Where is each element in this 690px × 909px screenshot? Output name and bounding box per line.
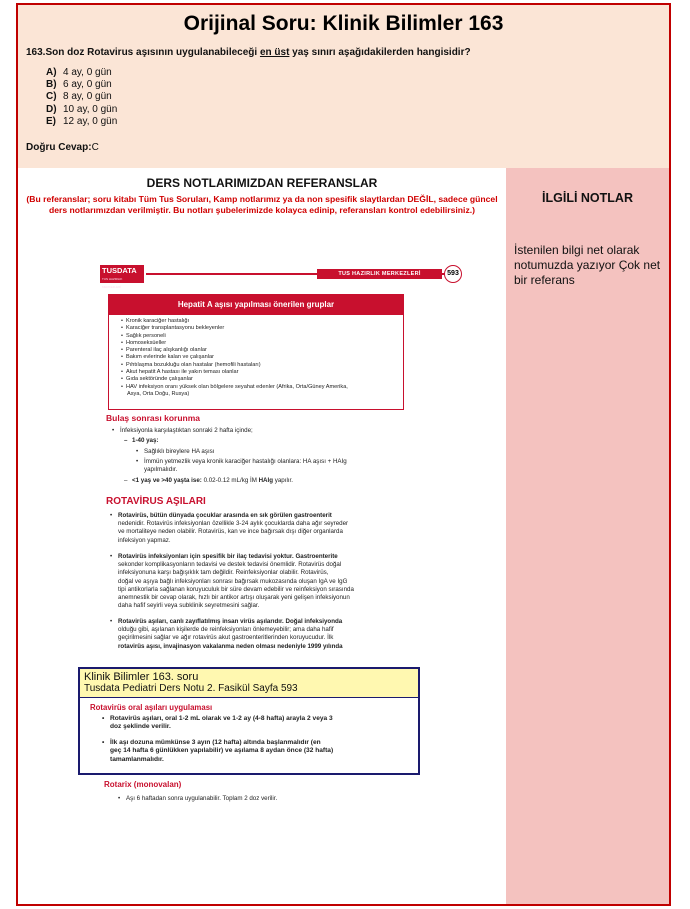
oral-vaccine-item-2 [102,739,410,764]
list-item: • Homoseksüeller [121,340,403,347]
list-item: • Kronik karaciğer hastalığı [121,318,403,325]
bulas-age-other [132,477,293,485]
list-item-continued: Asya, Orta Doğu, Rusya) [127,390,190,397]
bulas-intro: • İnfeksiyonla karşılaştıktan sonraki 2 hafta içinde; [120,427,253,435]
text-line: anemnestik bir cevap olarak, hızlı bir antikor artışı oluşarak yeni gelişen infeksiyonun [118,594,350,602]
bullet: • [118,795,121,802]
question-text-part: 163.Son doz Rotavirus aşısının uygulanabileceği [26,47,260,58]
option-text: 4 ay, 0 gün [63,67,112,78]
correct-answer-label: Doğru Cevap: [26,142,92,153]
list-item: • HAV infeksiyon oranı yüksek olan bölgelere seyahat edenler (Afrika, Orta/Güney Amerika, [121,384,403,391]
text-line: infeksiyon yapmaz. [118,536,171,544]
logo-subtext: TUS HAZIRLIK MERKEZLERİ [102,277,123,289]
text-line: nedenidir. Rotavirüs infeksiyonları özellikle 3-24 aylık çocuklarda daha ağır seyreder [118,520,349,528]
rotavirus-paragraph-3 [118,618,418,651]
source-callout-box [78,667,420,775]
oral-vaccine-item-1 [102,715,410,732]
section-heading-bulas: Bulaş sonrası korunma [106,413,201,423]
list-item: • Parenteral ilaç alışkanlığı olanlar [121,347,403,354]
bulas-age-other-haig: HAIg [258,477,274,484]
text-line: infeksiyonuna karşı bağışıklık tam değildir. Reinfeksiyonlar olabilir. Rotavirüs, [118,569,329,577]
source-callout-body [80,699,418,773]
hepatitis-a-list [109,315,403,398]
rotarix-item [118,795,278,803]
source-callout-header [80,669,418,698]
text-line: tamamlanmalıdır. [110,755,164,763]
option-text: 6 ay, 0 gün [63,79,112,91]
list-item: • Pıhtılaşma bozukluğu olan hastalar (hemofili hastaları) [121,362,403,369]
rotavirus-paragraph-1 [118,512,418,545]
option-e [46,116,117,128]
text-line: geçirilmesini sağlar ve ağır rotavirüs akut gastroenteritlerinden koruyucudur. İlk [118,634,334,642]
page-number: 593 [444,265,462,283]
text-line: olduğu gibi, aşılanan kişilerde de reinfeksiyonları önlemeyebilir; ama daha hafif [118,626,334,634]
oral-vaccine-heading: Rotavirüs oral aşıları uygulaması [90,703,213,712]
option-text: 10 ay, 0 gün [63,103,118,115]
question-panel [18,5,669,168]
option-text: 12 ay, 0 gün [63,115,118,127]
bulas-age-other-dose: 0.02-0.12 mL/kg İM [201,477,259,484]
text-line: sekonder komplikasyonların tedavisi ve destek tedavisi önemlidir. Rotavirüs doğal [118,561,342,569]
bullet: • [102,715,105,722]
rotarix-heading: Rotarix (monovalan) [104,780,182,789]
notes-text: İstenilen bilgi net olarak notumuzda yazıyor Çok net bir referans [514,243,661,287]
option-c [46,91,117,103]
text-line: doz şeklinde verilir. [110,723,171,731]
question-title: Orijinal Soru: Klinik Bilimler 163 [183,12,504,35]
text-line: geç 14 hafta 6 günlükken yapılabilir) ve aşılama 8 aydan önce (32 hafta) [110,747,334,755]
bulas-age1-item-a: • Sağlıklı bireylere HA aşısı [144,448,215,456]
option-letter: D) [46,103,57,115]
bulas-age-other-end: yapılır. [273,477,293,484]
text-line: rotavirüs aşısı, invajinasyon vakalanma neden olması nedeniyle 1999 yılında [118,642,343,650]
list-item: • Akut hepatit A hastası ile yakın teması olanlar [121,369,403,376]
correct-answer [26,142,99,153]
answer-options [46,67,117,128]
option-d [46,104,117,116]
option-letter: C) [46,91,57,103]
option-text: 8 ay, 0 gün [63,91,112,103]
list-item: • Sağlık personeli [121,333,403,340]
source-question-label: Klinik Bilimler 163. soru [84,671,199,683]
tusdata-logo [100,265,144,289]
option-a [46,67,117,79]
question-text-part: yaş sınırı aşağıdakilerden hangisidir? [289,47,471,58]
notes-panel [506,168,669,906]
text-line: ve mortaliteye neden olabilir. Rotavirüs, kan ve ince bağırsak dışı diğer organlarda [118,528,343,536]
bulas-age-1-40: – 1-40 yaş: [132,437,159,445]
question-text-underline: en üst [259,47,290,58]
question-text [26,47,471,58]
text-line: tipi antikorlarla sağlanan koruyuculuk bir süre devam edebilir ve reinfeksiyon sırasında [118,585,354,593]
bulas-age1-item-b-cont: yapılmalıdır. [144,466,178,473]
text-line: doğal ve aşıya bağlı infeksiyonları sonrası bağırsak mukozasında oluşan IgA ve IgG [118,577,348,585]
text-line: İlk aşı dozuna mümkünse 3 ayın (12 hafta) altında başlanmalıdır (en [110,739,321,746]
correct-answer-value: C [91,142,99,153]
reference-disclaimer: (Bu referanslar; soru kitabı Tüm Tus Soruları, Kamp notlarımız ya da non spesifik slaytlardan DEĞİL, sadece güncel ders notlarımızdan verilmiştir. Bu notları şubelerimizde kolayca edinip, referansları kontrol edebilirsiniz.) [26,194,498,215]
notes-title: İLGİLİ NOTLAR [542,191,633,205]
option-letter: A) [46,67,57,78]
hepatitis-a-box-title: Hepatit A aşısı yapılması önerilen gruplar [109,295,403,315]
text-line: daha hafif seyirli veya subklinik seyretmesini sağlar. [118,602,260,610]
list-item: • Karaciğer transplantasyonu bekleyenler [121,325,403,332]
rotavirus-paragraph-2 [118,553,418,610]
text-line: Rotavirüs aşıları, oral 1-2 mL olarak ve 1-2 ay (4-8 hafta) arayla 2 veya 3 [110,715,333,722]
logo-text: TUSDATA [102,266,137,275]
source-reference-label: Tusdata Pediatri Ders Notu 2. Fasikül Sayfa 593 [84,683,298,694]
bulas-age-other-label: <1 yaş ve >40 yaşta ise: [132,477,202,484]
bulas-age1-item-b: • İmmün yetmezlik veya kronik karaciğer hastalığı olanlara: HA aşısı + HAIg [144,458,347,466]
list-item: • Gıda sektöründe çalışanlar [121,376,403,383]
option-letter: E) [46,115,56,127]
rotarix-item-text: Aşı 6 haftadan sonra uygulanabilir. Toplam 2 doz verilir. [126,795,278,802]
text-line: • Rotavirüs, bütün dünyada çocuklar arasında en sık görülen gastroenterit [118,512,332,519]
text-line: • Rotavirüs aşıları, canlı zayıflatılmış insan virüs aşılarıdır. Doğal infeksiyonda [118,618,343,625]
reference-title: DERS NOTLARIMIZDAN REFERANSLAR [146,176,378,190]
option-b [46,79,117,91]
option-letter: B) [46,79,57,91]
text-line: • Rotavirüs infeksiyonları için spesifik bir ilaç tedavisi yoktur. Gastroenterite [118,553,338,560]
hepatitis-a-box [108,294,404,410]
list-item: • Bakım evlerinde kalan ve çalışanlar [121,354,403,361]
page-header-band: TUS HAZIRLIK MERKEZLERİ [317,269,442,279]
bullet: • [102,739,105,746]
section-heading-rotavirus: ROTAVİRUS AŞILARI [106,496,206,507]
